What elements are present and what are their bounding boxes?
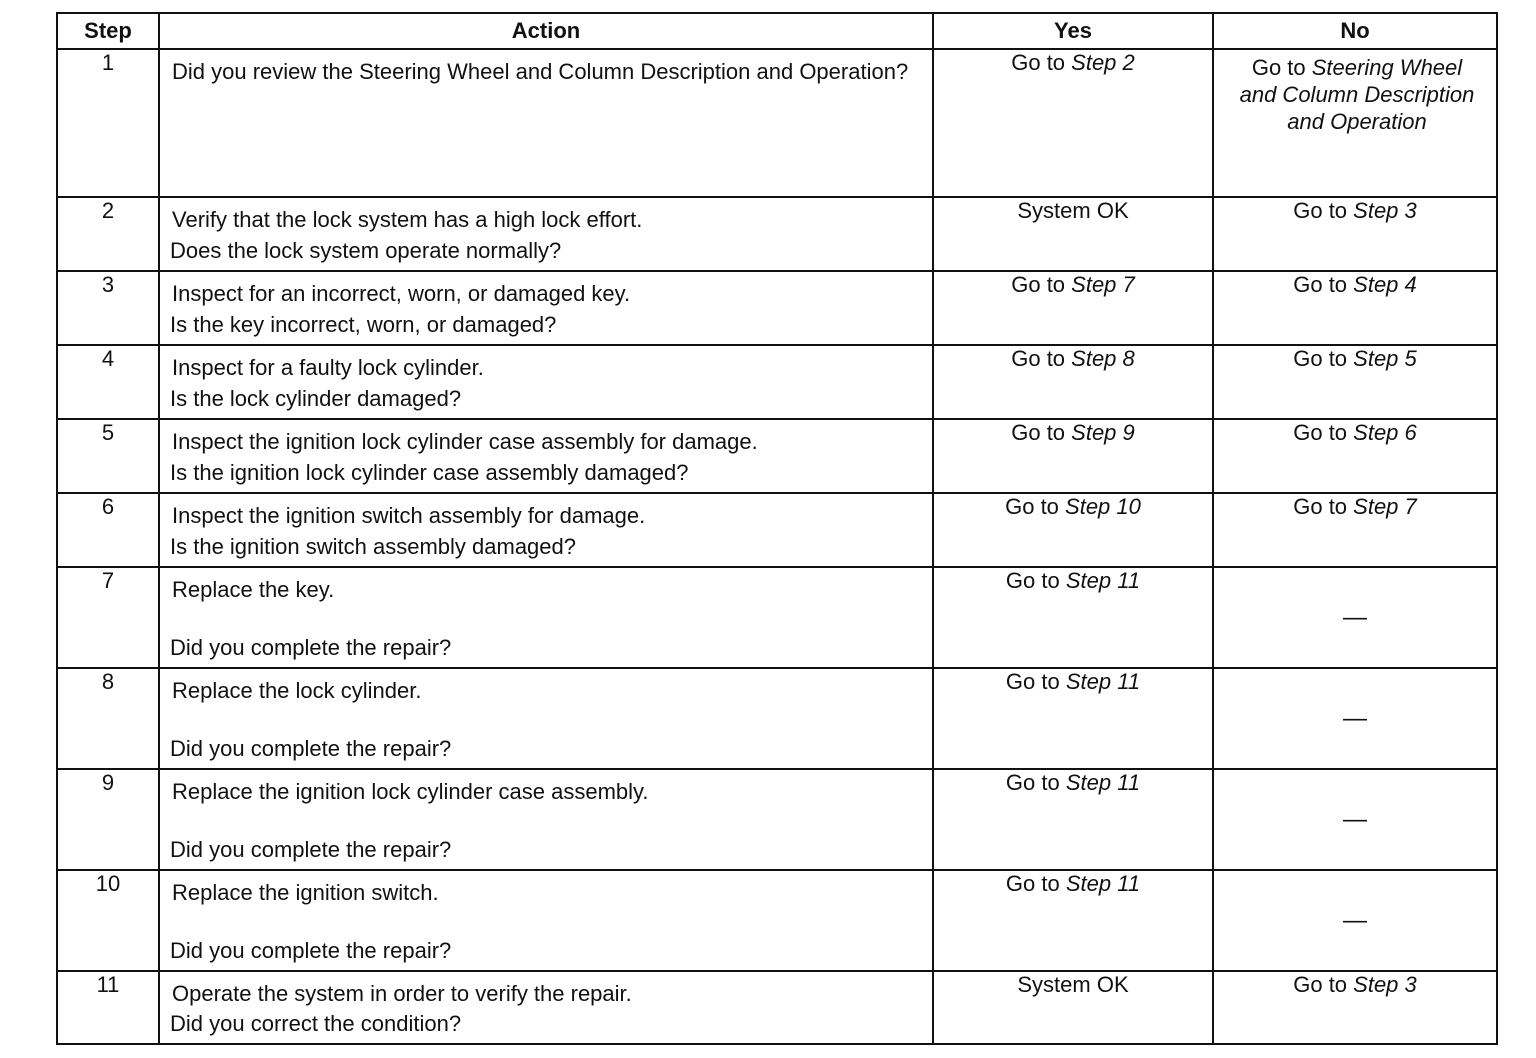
yes-prefix: Go to <box>1011 50 1072 75</box>
action-question: Did you complete the repair? <box>170 635 452 660</box>
no-prefix: Go to <box>1293 972 1354 997</box>
no-link[interactable]: Step 7 <box>1353 494 1417 519</box>
yes-cell: System OK <box>933 197 1213 271</box>
action-cell <box>159 271 933 345</box>
action-question: Did you complete the repair? <box>170 837 452 862</box>
no-link[interactable]: Step 4 <box>1353 272 1417 297</box>
yes-cell <box>933 493 1213 567</box>
no-prefix: Go to <box>1293 420 1354 445</box>
yes-cell <box>933 769 1213 870</box>
step-number: 8 <box>57 668 159 769</box>
table-row <box>57 668 1497 769</box>
no-cell <box>1213 971 1497 1044</box>
header-yes: Yes <box>933 13 1213 49</box>
no-cell-empty: — <box>1213 870 1497 971</box>
diagnostic-table <box>56 12 1498 1045</box>
table-row <box>57 419 1497 493</box>
no-link[interactable]: Steering Wheel and Column Description and Operation <box>1239 55 1475 134</box>
action-text: Inspect the ignition switch assembly for damage. <box>172 503 646 528</box>
yes-link[interactable]: Step 9 <box>1071 420 1135 445</box>
no-cell <box>1213 271 1497 345</box>
yes-link[interactable]: Step 11 <box>1065 871 1141 896</box>
action-question: Is the lock cylinder damaged? <box>170 386 462 411</box>
table-row <box>57 567 1497 668</box>
step-number: 10 <box>57 870 159 971</box>
action-text: Replace the lock cylinder. <box>172 678 422 703</box>
header-action: Action <box>159 13 933 49</box>
no-link[interactable]: Step 3 <box>1353 972 1417 997</box>
no-cell-empty: — <box>1213 769 1497 870</box>
table-row <box>57 870 1497 971</box>
action-question: Did you correct the condition? <box>170 1011 462 1036</box>
header-no: No <box>1213 13 1497 49</box>
action-cell <box>159 197 933 271</box>
no-cell-empty: — <box>1213 567 1497 668</box>
step-number: 7 <box>57 567 159 668</box>
step-number: 3 <box>57 271 159 345</box>
action-cell <box>159 49 933 197</box>
no-prefix: Go to <box>1293 494 1354 519</box>
yes-prefix: Go to <box>1005 568 1066 593</box>
yes-link[interactable]: Step 8 <box>1071 346 1135 371</box>
action-text: Did you review the Steering Wheel and Column Description and Operation? <box>172 59 909 84</box>
no-prefix: Go to <box>1293 198 1354 223</box>
step-number: 4 <box>57 345 159 419</box>
yes-link[interactable]: Step 11 <box>1065 669 1141 694</box>
step-number: 2 <box>57 197 159 271</box>
action-cell <box>159 419 933 493</box>
no-cell <box>1213 345 1497 419</box>
action-cell <box>159 769 933 870</box>
yes-link[interactable]: Step 2 <box>1071 50 1135 75</box>
yes-prefix: Go to <box>1011 346 1072 371</box>
header-row <box>57 13 1497 49</box>
table-row <box>57 271 1497 345</box>
yes-link[interactable]: Step 7 <box>1071 272 1135 297</box>
table-row <box>57 49 1497 197</box>
yes-prefix: Go to <box>1011 420 1072 445</box>
step-number: 9 <box>57 769 159 870</box>
table-row <box>57 769 1497 870</box>
action-cell <box>159 567 933 668</box>
action-question: Is the ignition lock cylinder case assembly damaged? <box>170 460 689 485</box>
no-link[interactable]: Step 3 <box>1353 198 1417 223</box>
action-cell <box>159 971 933 1044</box>
yes-cell <box>933 668 1213 769</box>
table-row <box>57 197 1497 271</box>
action-text: Replace the ignition lock cylinder case assembly. <box>172 779 649 804</box>
yes-prefix: Go to <box>1005 494 1066 519</box>
no-prefix: Go to <box>1251 55 1312 80</box>
yes-cell <box>933 870 1213 971</box>
no-link[interactable]: Step 6 <box>1353 420 1417 445</box>
yes-prefix: Go to <box>1005 669 1066 694</box>
action-cell <box>159 870 933 971</box>
yes-link[interactable]: Step 10 <box>1065 494 1141 519</box>
yes-cell: System OK <box>933 971 1213 1044</box>
no-prefix: Go to <box>1293 346 1354 371</box>
no-cell <box>1213 197 1497 271</box>
yes-prefix: Go to <box>1005 770 1066 795</box>
step-number: 1 <box>57 49 159 197</box>
action-cell <box>159 493 933 567</box>
yes-cell <box>933 419 1213 493</box>
action-question: Did you complete the repair? <box>170 736 452 761</box>
yes-link[interactable]: Step 11 <box>1065 568 1141 593</box>
yes-prefix: Go to <box>1005 871 1066 896</box>
no-cell <box>1213 493 1497 567</box>
step-number: 6 <box>57 493 159 567</box>
no-prefix: Go to <box>1293 272 1354 297</box>
header-step: Step <box>57 13 159 49</box>
no-cell <box>1213 49 1497 197</box>
no-cell-empty: — <box>1213 668 1497 769</box>
yes-prefix: Go to <box>1011 272 1072 297</box>
action-cell <box>159 345 933 419</box>
action-question: Does the lock system operate normally? <box>170 238 562 263</box>
action-text: Operate the system in order to verify the repair. <box>172 981 632 1006</box>
no-link[interactable]: Step 5 <box>1353 346 1417 371</box>
table-row <box>57 493 1497 567</box>
action-text: Replace the key. <box>172 577 335 602</box>
yes-cell <box>933 567 1213 668</box>
yes-cell <box>933 49 1213 197</box>
yes-cell <box>933 345 1213 419</box>
action-question: Is the key incorrect, worn, or damaged? <box>170 312 557 337</box>
action-cell <box>159 668 933 769</box>
table-row <box>57 345 1497 419</box>
step-number: 5 <box>57 419 159 493</box>
action-text: Inspect the ignition lock cylinder case assembly for damage. <box>172 429 758 454</box>
action-text: Inspect for an incorrect, worn, or damaged key. <box>172 281 631 306</box>
no-cell <box>1213 419 1497 493</box>
table-row <box>57 971 1497 1044</box>
action-question: Is the ignition switch assembly damaged? <box>170 534 576 559</box>
yes-cell <box>933 271 1213 345</box>
action-text: Verify that the lock system has a high lock effort. <box>172 207 643 232</box>
yes-link[interactable]: Step 11 <box>1065 770 1141 795</box>
action-text: Replace the ignition switch. <box>172 880 439 905</box>
action-question: Did you complete the repair? <box>170 938 452 963</box>
step-number: 11 <box>57 971 159 1044</box>
action-text: Inspect for a faulty lock cylinder. <box>172 355 484 380</box>
